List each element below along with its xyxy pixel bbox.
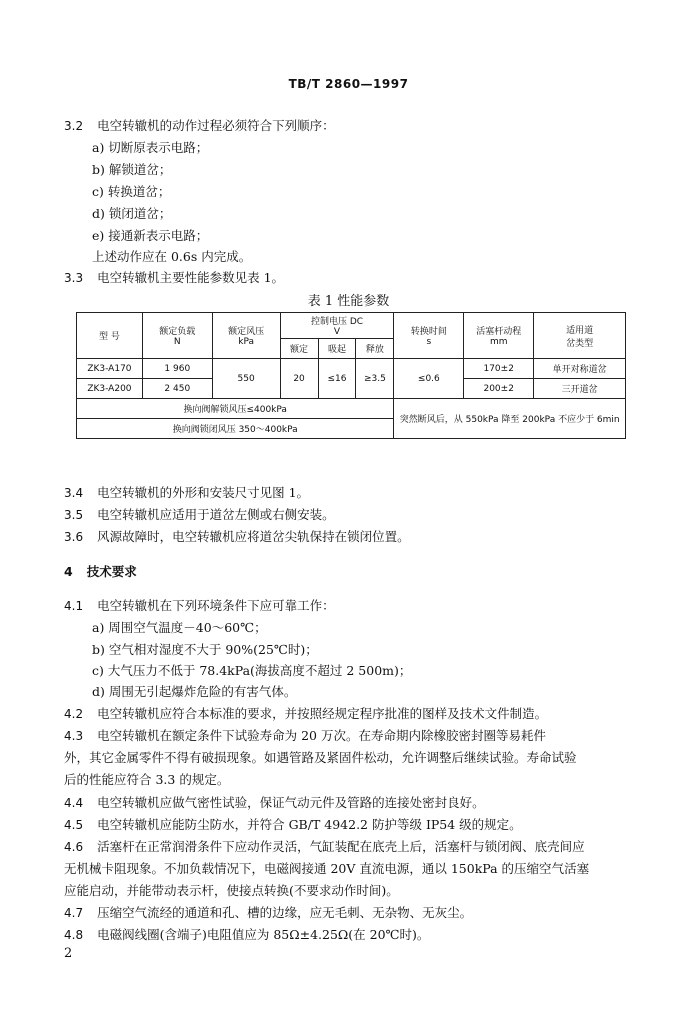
clause-number: 4.1: [64, 599, 84, 613]
clause-4-4: [64, 795, 485, 811]
clause-3-6: [64, 529, 410, 545]
clause-text: 电空转辙机在额定条件下试验寿命为 20 万次。在寿命期内除橡胶密封圈等易耗件: [97, 728, 546, 743]
cell-volt-release: ≥3.5: [356, 359, 394, 399]
header-air-pressure: [212, 313, 280, 359]
clause-continuation: 外，其它金属零件不得有破损现象。如遇管路及紧固件松动，允许调整后继续试验。寿命试验: [64, 750, 577, 765]
list-item: e) 接通新表示电路；: [92, 228, 209, 243]
clause-number: 4.8: [64, 928, 84, 942]
header-voltage: [280, 313, 394, 339]
page-number: 2: [64, 946, 73, 961]
header-stroke: [464, 313, 534, 359]
clause-number: 3.5: [64, 508, 84, 522]
cell-load: 2 450: [142, 379, 212, 399]
clause-number: 4.7: [64, 906, 84, 920]
cell-type: 三开道岔: [534, 379, 626, 399]
header-volt-pull: 吸起: [318, 339, 356, 359]
clause-text: 电空转辙机应能防尘防水，并符合 GB/T 4942.2 防护等级 IP54 级的规定。: [97, 817, 522, 832]
cell-model: ZK3-A170: [77, 359, 143, 379]
clause-3-4: [64, 485, 309, 501]
page-header: TB/T 2860—1997: [288, 77, 409, 91]
clause-4-3: [64, 728, 546, 744]
clause-number: 3.3: [64, 271, 84, 285]
cell-model: ZK3-A200: [77, 379, 143, 399]
clause-text: 电空转辙机主要性能参数见表 1。: [97, 270, 285, 285]
header-load-label: 额定负载: [159, 327, 196, 337]
clause-number: 4.5: [64, 818, 84, 832]
header-load-unit: N: [173, 337, 181, 347]
clause-text: 电空转辙机的动作过程必须符合下列顺序：: [97, 118, 335, 133]
header-type-line2: 岔类型: [566, 338, 594, 349]
list-item: c) 大气压力不低于 78.4kPa(海拔高度不超过 2 500m)；: [92, 663, 412, 678]
list-item: d) 周围无引起爆炸危险的有害气体。: [92, 684, 297, 699]
clause-continuation: 应能启动，并能带动表示杆，使接点转换(不要求动作时间)。: [64, 883, 399, 898]
clause-text: 电磁阀线圈(含端子)电阻值应为 85Ω±4.25Ω(在 20℃时)。: [97, 927, 430, 942]
header-air-label: 额定风压: [228, 327, 265, 337]
clause-text: 电空转辙机应适用于道岔左侧或右侧安装。: [97, 507, 335, 522]
note-air-cutoff: 突然断风后，从 550kPa 降至 200kPa 不应少于 6min: [394, 399, 626, 439]
clause-4-2: [64, 706, 547, 722]
cell-air: 550: [212, 359, 280, 399]
section-number: 4: [64, 564, 73, 579]
table-caption: 表 1 性能参数: [307, 294, 390, 309]
clause-number: 3.2: [64, 119, 84, 133]
note-lock-pressure: 换向阀锁闭风压 350～400kPa: [77, 419, 394, 439]
cell-type: 单开对称道岔: [534, 359, 626, 379]
list-item: b) 解锁道岔；: [92, 162, 172, 177]
clause-text: 电空转辙机在下列环境条件下应可靠工作：: [97, 598, 335, 613]
clause-text: 风源故障时，电空转辙机应将道岔尖轨保持在锁闭位置。: [97, 529, 410, 544]
header-stroke-label: 活塞杆动程: [476, 327, 522, 337]
clause-continuation: 后的性能应符合 3.3 的规定。: [64, 772, 230, 787]
header-volt-unit: V: [333, 327, 341, 337]
cell-volt-pull: ≤16: [318, 359, 356, 399]
clause-number: 4.2: [64, 707, 84, 721]
clause-4-6: [64, 839, 585, 855]
cell-load: 1 960: [142, 359, 212, 379]
header-model: 型 号: [77, 313, 143, 359]
header-volt-release: 释放: [356, 339, 394, 359]
clause-3-3: [64, 270, 284, 286]
clause-number: 3.4: [64, 486, 84, 500]
clause-text: 压缩空气流经的通道和孔、槽的边缘，应无毛刺、无杂物、无灰尘。: [97, 905, 473, 920]
clause-3-2: [64, 118, 335, 134]
performance-table: [76, 312, 626, 439]
clause-text: 电空转辙机应做气密性试验，保证气动元件及管路的连接处密封良好。: [97, 795, 485, 810]
list-item: b) 空气相对湿度不大于 90%(25℃时)；: [92, 642, 318, 657]
header-volt-rated: 额定: [280, 339, 318, 359]
clause-text: 活塞杆在正常润滑条件下应动作灵活，气缸装配在底壳上后，活塞杆与锁闭阀、底壳间应: [97, 839, 585, 854]
list-item: d) 锁闭道岔；: [92, 206, 172, 221]
header-stroke-unit: mm: [489, 337, 508, 347]
header-volt-label: 控制电压 DC: [310, 317, 364, 327]
header-air-unit: kPa: [238, 337, 255, 347]
cell-time: ≤0.6: [394, 359, 464, 399]
header-type-line1: 适用道: [566, 325, 594, 336]
clause-text: 电空转辙机的外形和安装尺寸见图 1。: [97, 485, 310, 500]
clause-number: 4.4: [64, 796, 84, 810]
clause-4-5: [64, 817, 522, 833]
list-item: a) 切断原表示电路；: [92, 140, 209, 155]
cell-stroke: 200±2: [464, 379, 534, 399]
header-time: [394, 313, 464, 359]
section-title: 技术要求: [86, 564, 137, 579]
cell-volt-rated: 20: [280, 359, 318, 399]
note-unlock-pressure: 换向阀解锁风压≤400kPa: [77, 399, 394, 419]
list-item: c) 转换道岔；: [92, 184, 171, 199]
header-load: [142, 313, 212, 359]
list-item: a) 周围空气温度－40～60℃；: [92, 620, 267, 635]
clause-continuation: 无机械卡阻现象。不加负载情况下，电磁阀接通 20V 直流电源，通以 150kPa 的压缩空气活塞: [64, 861, 590, 876]
clause-4-7: [64, 905, 472, 921]
clause-number: 4.3: [64, 729, 84, 743]
clause-number: 3.6: [64, 530, 84, 544]
clause-text: 电空转辙机应符合本标准的要求，并按照经规定程序批准的图样及技术文件制造。: [97, 706, 548, 721]
clause-3-5: [64, 507, 335, 523]
section-4-heading: [64, 564, 137, 580]
clause-tail: 上述动作应在 0.6s 内完成。: [92, 249, 252, 264]
header-time-label: 转换时间: [410, 327, 447, 337]
clause-4-1: [64, 598, 335, 614]
clause-4-8: [64, 927, 429, 943]
clause-number: 4.6: [64, 840, 84, 854]
cell-stroke: 170±2: [464, 359, 534, 379]
header-switch-type: [534, 313, 626, 359]
header-time-unit: s: [426, 337, 432, 347]
